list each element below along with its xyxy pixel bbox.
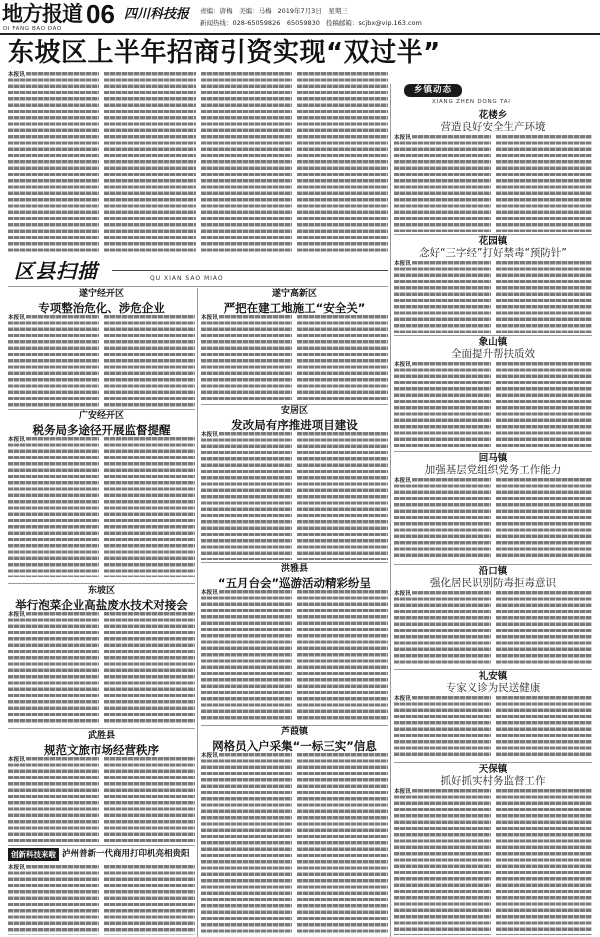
masthead-rule: [0, 33, 600, 35]
article-text-column: [297, 315, 388, 403]
article-text-column: [394, 362, 491, 448]
article-region: 芦葭镇: [280, 727, 308, 737]
article-text-column: [201, 590, 292, 722]
article-region: 武胜县: [87, 731, 115, 741]
township-headline: 全面提升帮扶质效: [451, 348, 535, 360]
tech-feature-label: 创新科技来啦: [8, 848, 59, 861]
article-text-column: [394, 478, 491, 560]
article-region: 遂宁经开区: [78, 289, 124, 299]
news-hotline: 新闻热线：028-65059826 65059830: [200, 19, 320, 27]
article-text-column: [8, 437, 99, 577]
item-divider: [394, 335, 592, 336]
article-region: 安居区: [280, 406, 308, 416]
dateline: 本报讯: [394, 591, 411, 597]
dateline: 本报讯: [394, 478, 411, 484]
article-text-column: [104, 612, 195, 724]
dateline: 本报讯: [394, 362, 411, 368]
township-body: [394, 261, 592, 333]
township-body: [394, 478, 592, 560]
article-text-column: [104, 315, 195, 407]
banner-rule: [8, 286, 388, 287]
dateline: 本报讯: [201, 315, 218, 321]
county-article: [201, 289, 388, 403]
tech-feature-article: [8, 848, 195, 935]
township-body: [394, 696, 592, 759]
article-text-column: [496, 135, 593, 232]
township-item: [394, 671, 592, 759]
dateline: 本报讯: [201, 590, 218, 596]
dateline: 本报讯: [201, 432, 218, 438]
article-text-column: [297, 432, 388, 560]
article-divider: [8, 728, 195, 729]
newspaper-logo: 四川科技报: [124, 7, 190, 22]
dateline: 本报讯: [8, 757, 25, 763]
article-body: [8, 612, 195, 724]
article-text-column: [8, 865, 99, 935]
article-text-column: [104, 437, 195, 577]
article-text-column: [496, 478, 593, 560]
column-divider: [390, 84, 391, 937]
article-headline: “五月台会”巡游活动精彩纷呈: [217, 576, 372, 590]
township-name: 天保镇: [478, 764, 508, 775]
article-text-column: [8, 72, 99, 254]
township-item: [394, 764, 592, 935]
township-name: 回马镇: [478, 453, 508, 464]
item-divider: [394, 669, 592, 670]
dateline: 本报讯: [8, 612, 25, 618]
article-text-column: [496, 261, 593, 333]
article-text-column: [104, 757, 195, 842]
article-text-column: [8, 757, 99, 842]
article-divider: [8, 583, 195, 584]
township-body: [394, 591, 592, 666]
article-divider: [201, 725, 388, 726]
township-news-pinyin: XIANG ZHEN DONG TAI: [432, 99, 511, 105]
township-news-label: 乡镇动态: [404, 84, 462, 97]
township-item: [394, 110, 592, 232]
article-body: [201, 753, 388, 935]
township-name: 花园镇: [478, 236, 508, 247]
township-headline: 专家义诊为民送健康: [445, 682, 541, 694]
township-body: [394, 135, 592, 232]
township-item: [394, 566, 592, 666]
dateline: 本报讯: [201, 753, 218, 759]
article-headline: 规范文旅市场经营秩序: [44, 743, 159, 757]
article-text-column: [8, 315, 99, 407]
article-body: [8, 315, 195, 407]
article-text-column: [394, 696, 491, 759]
county-article: [8, 411, 195, 577]
county-scan-title: 区县扫描: [14, 259, 98, 283]
dateline: 本报讯: [394, 135, 411, 141]
section-title: 地方报道: [2, 2, 82, 26]
tech-feature-header: [8, 848, 195, 862]
article-text-column: [104, 865, 195, 935]
article-text-column: [201, 432, 292, 560]
article-text-column: [496, 362, 593, 448]
township-item: [394, 453, 592, 560]
article-text-column: [394, 591, 491, 666]
dateline: 本报讯: [8, 437, 25, 443]
article-text-column: [496, 591, 593, 666]
article-text-column: [297, 590, 388, 722]
county-article: [201, 564, 388, 722]
township-name: 沿口镇: [478, 566, 508, 577]
county-article: [201, 406, 388, 560]
township-name: 象山镇: [478, 337, 508, 348]
article-text-column: [104, 72, 195, 254]
county-article: [8, 289, 195, 407]
article-headline: 举行泡菜企业高盐废水技术对接会: [15, 598, 188, 612]
article-divider: [201, 562, 388, 563]
tech-feature-headline: 泸州普新一代商用打印机亮相贵阳: [62, 849, 190, 859]
article-text-column: [394, 789, 491, 935]
township-name: 花楼乡: [478, 110, 508, 121]
article-headline: 税务局多途径开展监督提醒: [32, 423, 171, 437]
article-text-column: [496, 789, 593, 935]
item-divider: [394, 762, 592, 763]
township-body: [394, 789, 592, 935]
county-article: [201, 727, 388, 935]
county-scan-pinyin: QU XIAN SAO MIAO: [150, 275, 224, 282]
article-text-column: [297, 72, 388, 254]
article-text-column: [394, 261, 491, 333]
township-item: [394, 337, 592, 448]
column-divider: [197, 288, 198, 937]
county-article: [8, 731, 195, 842]
article-region: 遂宁高新区: [271, 289, 317, 299]
township-headline: 强化居民识别防毒拒毒意识: [430, 577, 556, 589]
dateline: 本报讯: [8, 865, 25, 871]
item-divider: [394, 564, 592, 565]
township-item: [394, 236, 592, 333]
article-text-column: [394, 135, 491, 232]
editor-info-line: [200, 7, 354, 15]
township-name: 礼安镇: [478, 671, 508, 682]
lead-story-body: [8, 72, 388, 254]
article-text-column: [201, 315, 292, 403]
article-body: [8, 437, 195, 577]
article-headline: 专项整治危化、涉危企业: [38, 301, 165, 315]
article-body: [201, 590, 388, 722]
submission-email: 投稿邮箱：scjbx@vip.163.com: [325, 19, 422, 27]
item-divider: [394, 234, 592, 235]
contact-info-line: [200, 19, 428, 27]
article-body: [8, 757, 195, 842]
article-region: 洪雅县: [280, 564, 308, 574]
county-article: [8, 586, 195, 724]
article-body: [201, 432, 388, 560]
article-headline: 网格员入户采集“一标三实”信息: [212, 739, 377, 753]
article-text-column: [297, 753, 388, 935]
article-text-column: [8, 612, 99, 724]
article-text-column: [201, 72, 292, 254]
dateline: 本报讯: [8, 315, 25, 321]
page-number: 06: [86, 0, 115, 29]
lead-story-headline: 东坡区上半年招商引资实现“双过半”: [8, 38, 441, 68]
article-body: [8, 865, 195, 935]
editors: 责编：唐梅 美编：马梅: [200, 7, 272, 15]
article-body: [201, 315, 388, 403]
article-headline: 严把在建工地施工“安全关”: [223, 301, 366, 315]
township-headline: 念好“三字经”打好禁毒“预防针”: [419, 247, 567, 259]
article-headline: 发改局有序推进项目建设: [231, 418, 358, 432]
article-divider: [8, 845, 195, 846]
township-headline: 加强基层党组织党务工作能力: [424, 464, 562, 476]
township-body: [394, 362, 592, 448]
article-divider: [201, 404, 388, 405]
section-pinyin: DI FANG BAO DAO: [3, 26, 62, 32]
dateline: 本报讯: [394, 261, 411, 267]
dateline: 本报讯: [394, 789, 411, 795]
item-divider: [394, 451, 592, 452]
issue-date: 2019年7月3日 星期三: [277, 7, 348, 15]
dateline: 本报讯: [394, 696, 411, 702]
dateline: 本报讯: [8, 72, 25, 78]
article-divider: [8, 409, 195, 410]
township-headline: 营造良好安全生产环境: [440, 121, 546, 133]
article-text-column: [496, 696, 593, 759]
article-region: 东坡区: [87, 586, 115, 596]
article-region: 广安经开区: [78, 411, 124, 421]
article-text-column: [201, 753, 292, 935]
township-headline: 抓好抓实村务监督工作: [440, 775, 546, 787]
banner-swoosh-line: [112, 270, 388, 271]
